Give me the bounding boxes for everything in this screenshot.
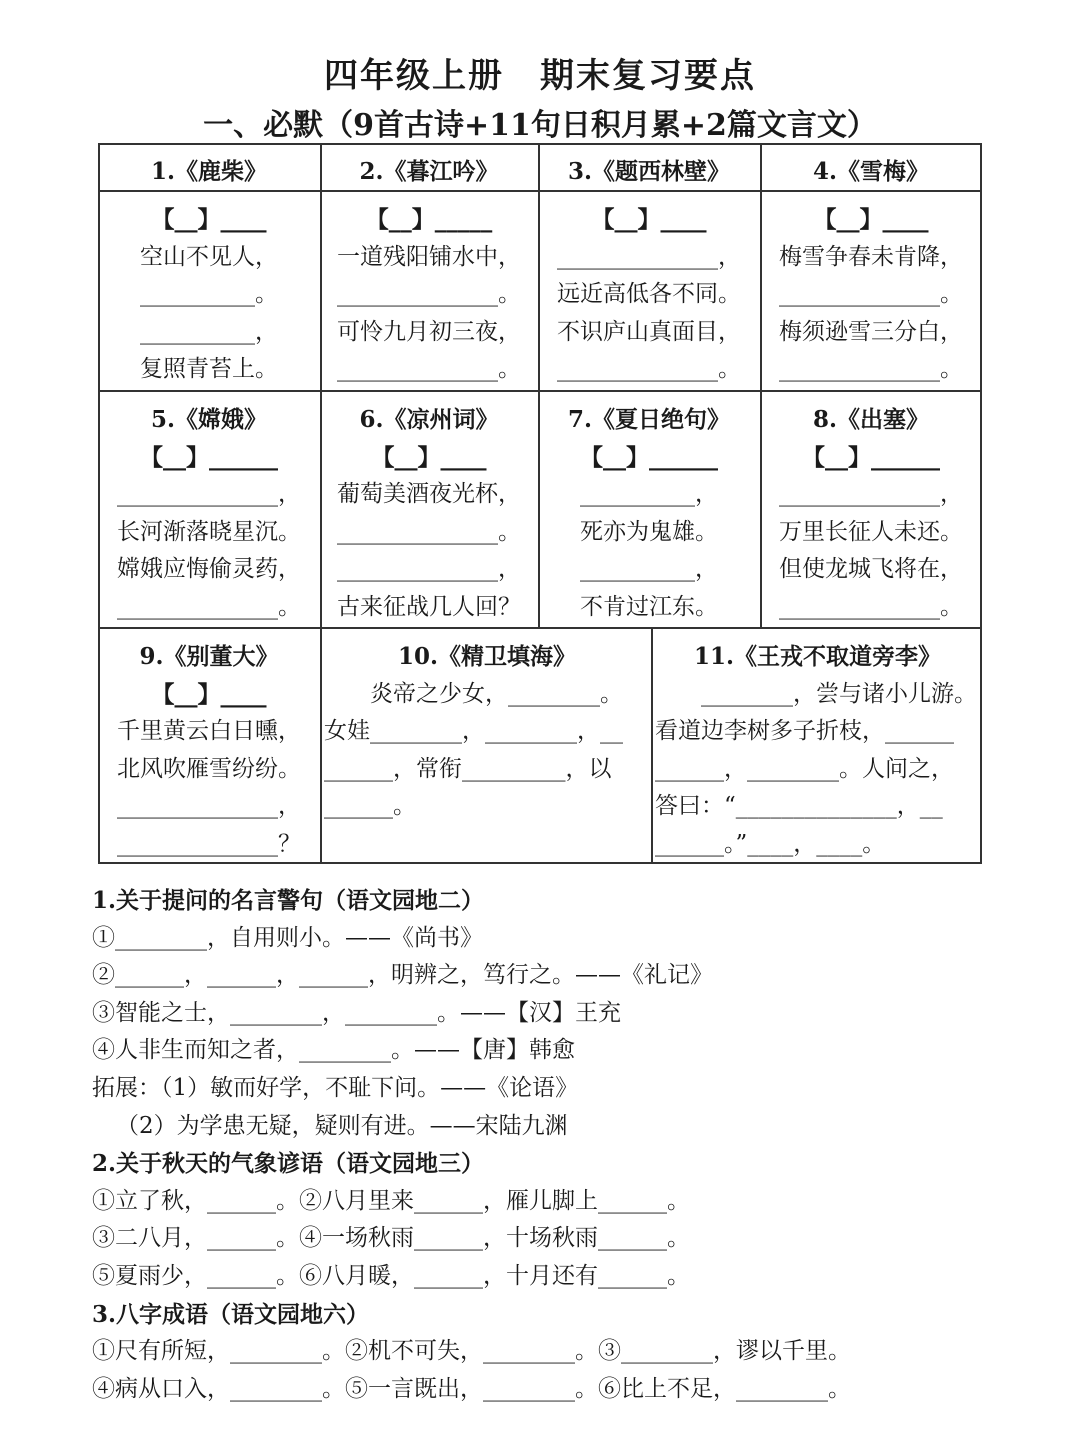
poem-title: 1.《鹿柴》 bbox=[150, 158, 267, 185]
quote-line: ①________，自用则小。——《尚书》 bbox=[92, 924, 483, 951]
poem-body: 【__】____ 空山不见人， __________。 __________， 复照青苔上。 bbox=[140, 206, 278, 382]
table-rule bbox=[98, 627, 982, 629]
prose-cell: 10.《精卫填海》 炎帝之少女，________。 女娃________，________，__ ______，常衔_________，以 ______。 bbox=[324, 643, 623, 819]
table-rule bbox=[98, 390, 982, 392]
page-title: 四年级上册 期末复习要点 bbox=[324, 56, 756, 96]
poem-cell: 7.《夏日绝句》 【__】______ __________， 死亦为鬼雄。 __________， 不肯过江东。 bbox=[567, 406, 730, 620]
quote-line: ④人非生而知之者，________。——【唐】韩愈 bbox=[92, 1037, 575, 1064]
quote-line: ③智能之士，________，________。——【汉】王充 bbox=[92, 999, 621, 1026]
proverb-line: ③二八月，______。④一场秋雨______，十场秋雨______。 bbox=[92, 1225, 690, 1252]
poem-body: 【__】_____ 一道残阳铺水中， ______________。 可怜九月初三夜， ______________。 bbox=[337, 206, 521, 382]
idiom-line: ①尺有所短，________。②机不可失，________。③________，谬以千里。 bbox=[92, 1338, 851, 1365]
table-border-top bbox=[98, 143, 982, 145]
poem-cell: 8.《出塞》 【__】______ ______________， 万里长征人未还。 但使龙城飞将在， ______________。 bbox=[779, 406, 963, 620]
poem-cell: 6.《凉州词》 【__】____ 葡萄美酒夜光杯， ______________。 ______________， 古来征战几人回？ bbox=[337, 406, 521, 620]
section-heading: 3.八字成语（语文园地六） bbox=[92, 1300, 370, 1328]
section-subtitle: 一、必默（9首古诗+11句日积月累+2篇文言文） bbox=[203, 108, 877, 143]
proverb-line: ⑤夏雨少，______。⑥八月暖，______，十月还有______。 bbox=[92, 1262, 690, 1289]
proverb-line: ①立了秋，______。②八月里来______，雁儿脚上______。 bbox=[92, 1187, 690, 1214]
quote-line: 拓展：（1）敏而好学，不耻下问。——《论语》 bbox=[92, 1074, 579, 1101]
poem-body: 【__】____ 梅雪争春未肯降， ______________。 梅须逊雪三分白， ______________。 bbox=[779, 206, 963, 382]
poem-table bbox=[98, 143, 982, 863]
poem-body: 【__】____ ______________， 远近高低各不同。 不识庐山真面目， ______________。 bbox=[557, 206, 741, 382]
idiom-line: ④病从口入，________。⑤一言既出，________。⑥比上不足，________。 bbox=[92, 1375, 851, 1402]
review-sections bbox=[92, 882, 1052, 1408]
poem-title: 3.《题西林壁》 bbox=[567, 158, 730, 185]
poem-title: 4.《雪梅》 bbox=[812, 158, 929, 185]
section-heading: 1.关于提问的名言警句（语文园地二） bbox=[92, 887, 485, 914]
poem-cell: 9.《别董大》 【__】____ 千里黄云白日曛， 北风吹雁雪纷纷。 ______________， ______________？ bbox=[117, 643, 301, 857]
table-rule bbox=[651, 627, 653, 863]
prose-cell: 11.《王戎不取道旁李》 ________，尝与诸小儿游。 看道边李树多子折枝，______ ______，________。人问之， 答曰：“______________，__ ______。”____，____。 bbox=[655, 643, 977, 857]
poem-title: 2.《暮江吟》 bbox=[359, 158, 499, 185]
section-heading: 2.关于秋天的气象谚语（语文园地三） bbox=[92, 1150, 485, 1178]
poem-cell: 5.《嫦娥》 【__】______ ______________， 长河渐落晓星沉。 嫦娥应悔偷灵药， ______________。 bbox=[117, 406, 301, 620]
quote-line: ②______，______，______，明辨之，笃行之。——《礼记》 bbox=[92, 962, 713, 989]
quote-line: （2）为学患无疑，疑则有进。——宋陆九渊 bbox=[116, 1112, 568, 1139]
